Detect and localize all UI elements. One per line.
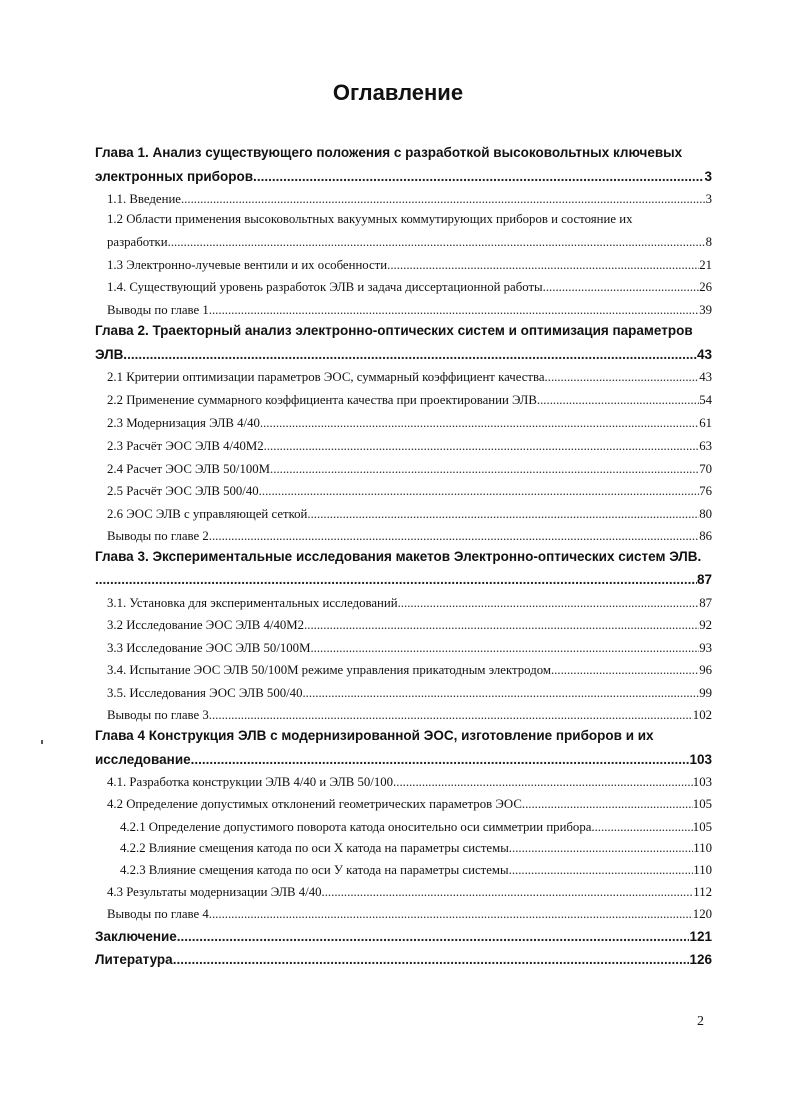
toc-page-number: 93 (699, 641, 712, 655)
toc-entry-2-1[interactable] (107, 367, 712, 387)
toc-entry-text: исследование. (95, 752, 195, 767)
toc-page-number: 39 (699, 303, 712, 317)
leader-dots (307, 504, 699, 524)
toc-entry-text: разработки (107, 235, 168, 249)
toc-entry-1-1[interactable] (107, 189, 712, 209)
toc-entry-text: 1.4. Существующий уровень разработок ЭЛВ и задача диссертационной работы. (107, 280, 546, 294)
toc-entry-chapter-4[interactable] (95, 750, 712, 770)
toc-entry-2-2[interactable] (107, 390, 712, 410)
leader-dots (540, 390, 699, 410)
toc-entry-text: 4.3 Результаты модернизации ЭЛВ 4/40. (107, 885, 325, 899)
toc-entry-2-5[interactable] (107, 481, 712, 501)
toc-entry-text: электронных приборов. (95, 169, 257, 184)
leader-dots (512, 860, 693, 880)
toc-entry-text: 2.6 ЭОС ЭЛВ с управляющей сеткой (107, 507, 308, 521)
toc-entry-text: 3.1. Установка для экспериментальных исследований (107, 596, 398, 610)
toc-entry-conclusion[interactable] (95, 927, 712, 947)
toc-entry-text: 1.1. Введение (107, 192, 181, 206)
toc-page-number: 99 (699, 686, 712, 700)
toc-page-number: 43 (699, 370, 712, 384)
leader-dots (127, 345, 697, 365)
toc-entry-3-3[interactable] (107, 638, 712, 658)
toc-page-number: 80 (699, 507, 712, 521)
toc-entry-4-1[interactable] (107, 772, 712, 792)
toc-page-number: 96 (699, 663, 712, 677)
toc-page-number: 121 (689, 929, 712, 944)
toc-page-number: 3 (704, 169, 712, 184)
toc-entry-2-6[interactable] (107, 504, 712, 524)
toc-entry-text: 2.5 Расчёт ЭОС ЭЛВ 500/40 (107, 484, 259, 498)
scan-speck (41, 740, 43, 744)
toc-entry-2-4[interactable] (107, 459, 712, 479)
leader-dots (270, 459, 699, 479)
leader-dots (302, 683, 699, 703)
toc-page-number: 126 (689, 952, 712, 967)
leader-dots (398, 593, 700, 613)
toc-entry-3-2[interactable] (107, 615, 712, 635)
toc-page-number: 110 (693, 841, 712, 855)
toc-entry-conclusions-2[interactable] (107, 526, 712, 546)
toc-entry-text: ЭЛВ. (95, 347, 128, 362)
leader-dots (396, 772, 693, 792)
toc-entry-2-3a[interactable] (107, 413, 712, 433)
toc-page-number: 112 (693, 885, 712, 899)
toc-entry-text: 4.2 Определение допустимых отклонений геометрических параметров ЭОС. (107, 797, 526, 811)
toc-entry-1-3[interactable] (107, 255, 712, 275)
leader-dots (173, 950, 690, 970)
toc-page-number: 21 (699, 258, 712, 272)
leader-dots (525, 794, 693, 814)
toc-entry-conclusions-1[interactable] (107, 300, 712, 320)
toc-page-number: 87 (696, 572, 712, 587)
toc-entry-text: 4.2.1 Определение допустимого поворота катода оносительно оси симметрии прибора. (120, 820, 595, 834)
toc-entry-text: 4.2.2 Влияние смещения катода по оси X катода на параметры системы. (120, 841, 512, 855)
toc-entry-text: Выводы по главе 1 (107, 303, 209, 317)
toc-entry-text: 3.4. Испытание ЭОС ЭЛВ 50/100М режиме управления прикатодным электродом. (107, 663, 555, 677)
toc-page-number: 105 (692, 820, 712, 834)
chapter-4-heading[interactable]: Глава 4 Конструкция ЭЛВ с модернизированной ЭОС, изготовление приборов и их (95, 728, 654, 743)
toc-entry-text: 4.1. Разработка конструкции ЭЛВ 4/40 и ЭЛВ 50/100. (107, 775, 397, 789)
toc-entry-text: Заключение (95, 929, 177, 944)
leader-dots (554, 660, 699, 680)
toc-entry-chapter-3[interactable] (95, 570, 712, 590)
toc-entry-text: 1.3 Электронно-лучевые вентили и их особенности (107, 258, 388, 272)
toc-page-number: 120 (692, 907, 712, 921)
toc-page-number: 86 (699, 529, 712, 543)
toc-entry-references[interactable] (95, 950, 712, 970)
toc-entry-3-5[interactable] (107, 683, 712, 703)
toc-entry-text: Выводы по главе 4 (107, 907, 209, 921)
toc-entry-1-4[interactable] (107, 277, 712, 297)
toc-entry-2-3b[interactable] (107, 436, 712, 456)
toc-entry-4-3[interactable] (107, 882, 712, 902)
leader-dots (181, 189, 706, 209)
toc-entry-3-1[interactable] (107, 593, 712, 613)
leader-dots (194, 750, 689, 770)
toc-page-number: 3 (705, 192, 712, 206)
toc-entry-text: 2.4 Расчет ЭОС ЭЛВ 50/100М (107, 462, 271, 476)
leader-dots (512, 838, 693, 858)
toc-entry-4-2[interactable] (107, 794, 712, 814)
toc-entry-4-2-2[interactable] (120, 838, 712, 858)
leader-dots (325, 882, 694, 902)
leader-dots (546, 277, 699, 297)
leader-dots (548, 367, 699, 387)
toc-entry-text: 2.1 Критерии оптимизации параметров ЭОС, суммарный коэффициент качества. (107, 370, 548, 384)
toc-page-number: 61 (699, 416, 712, 430)
toc-entry-text: Выводы по главе 3 (107, 708, 209, 722)
toc-entry-text: 2.3 Расчёт ЭОС ЭЛВ 4/40М2 (107, 439, 264, 453)
toc-page-number: 43 (696, 347, 712, 362)
chapter-2-heading[interactable]: Глава 2. Траекторный анализ электронно-оптических систем и оптимизация параметров (95, 323, 693, 338)
leader-dots (209, 300, 699, 320)
toc-entry-4-2-1[interactable] (120, 817, 712, 837)
leader-dots (259, 481, 700, 501)
toc-page-number: 110 (693, 863, 712, 877)
leader-dots (260, 413, 699, 433)
toc-entry-4-2-3[interactable] (120, 860, 712, 880)
leader-dots (310, 638, 699, 658)
leader-dots (264, 436, 700, 456)
toc-entry-1-2-line1[interactable]: 1.2 Области применения высоковольтных вакуумных коммутирующих приборов и состояние их (107, 212, 633, 226)
leader-dots (177, 927, 690, 947)
toc-entry-text: 3.3 Исследование ЭОС ЭЛВ 50/100М (107, 641, 311, 655)
toc-entry-text: Литература (95, 952, 173, 967)
leader-dots (387, 255, 699, 275)
leader-dots (95, 570, 697, 590)
toc-entry-conclusions-3[interactable] (107, 705, 712, 725)
toc-entry-text: Выводы по главе 2 (107, 529, 209, 543)
toc-entry-chapter-1[interactable] (95, 167, 712, 187)
toc-page-number: 26 (699, 280, 712, 294)
leader-dots (257, 167, 705, 187)
chapter-3-heading[interactable]: Глава 3. Экспериментальные исследования макетов Электронно-оптических систем ЭЛВ. (95, 549, 702, 564)
toc-entry-text: 4.2.3 Влияние смещения катода по оси У катода на параметры системы. (120, 863, 512, 877)
toc-entry-text: 3.2 Исследование ЭОС ЭЛВ 4/40М2 (107, 618, 305, 632)
toc-page-number: 8 (705, 235, 712, 249)
toc-page-number: 103 (692, 775, 712, 789)
toc-page-number: 92 (699, 618, 712, 632)
toc-entry-1-2[interactable] (107, 232, 712, 252)
toc-page-number: 103 (689, 752, 712, 767)
toc-entry-text: 3.5. Исследования ЭОС ЭЛВ 500/40 (107, 686, 303, 700)
toc-entry-conclusions-4[interactable] (107, 904, 712, 924)
toc-page-number: 105 (692, 797, 712, 811)
leader-dots (209, 705, 693, 725)
page-number: 2 (697, 1014, 704, 1029)
toc-entry-text: 2.3 Модернизация ЭЛВ 4/40 (107, 416, 260, 430)
chapter-1-heading[interactable]: Глава 1. Анализ существующего положения с разработкой высоковольтных ключевых (95, 145, 683, 160)
toc-entry-text: 2.2 Применение суммарного коэффициента качества при проектировании ЭЛВ. (107, 393, 541, 407)
toc-page-number: 70 (699, 462, 712, 476)
leader-dots (168, 232, 706, 252)
toc-entry-3-4[interactable] (107, 660, 712, 680)
toc-page-number: 63 (699, 439, 712, 453)
leader-dots (595, 817, 693, 837)
toc-page-number: 54 (699, 393, 712, 407)
leader-dots (209, 904, 693, 924)
leader-dots (209, 526, 699, 546)
toc-page-number: 87 (699, 596, 712, 610)
leader-dots (304, 615, 699, 635)
toc-page-number: 102 (692, 708, 712, 722)
toc-page-number: 76 (699, 484, 712, 498)
page-title: Оглавление (332, 80, 464, 105)
toc-entry-chapter-2[interactable] (95, 345, 712, 365)
